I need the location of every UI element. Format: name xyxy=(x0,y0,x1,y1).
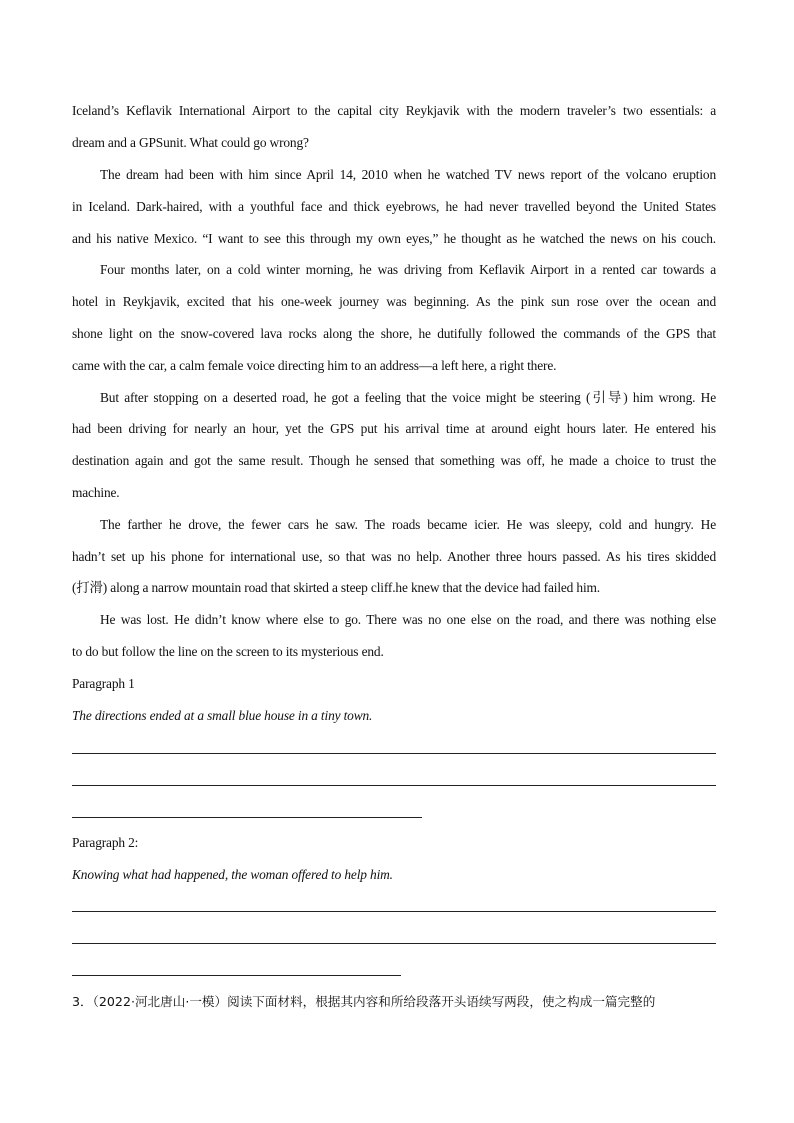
story-line: came with the car, a calm female voice directing him to an address—a left here, a right there. xyxy=(72,358,557,373)
story-line: and his native Mexico. “I want to see this through my own eyes,” he thought as he watched the news on his couch. xyxy=(72,231,716,246)
paragraph-1-opener: The directions ended at a small blue house in a tiny town. xyxy=(72,708,373,723)
answer-line[interactable] xyxy=(72,975,401,976)
answer-line[interactable] xyxy=(72,817,422,818)
story-line: machine. xyxy=(72,485,120,500)
answer-line[interactable] xyxy=(72,911,716,912)
story-line: hadn’t set up his phone for international use, so that was no help. Another three hours passed. As his tires skidded xyxy=(72,549,716,564)
story-line: to do but follow the line on the screen to its mysterious end. xyxy=(72,644,384,659)
story-line: had been driving for nearly an hour, yet the GPS put his arrival time at around eight hours later. He entered his xyxy=(72,421,716,436)
story-line: (打滑) along a narrow mountain road that skirted a steep cliff.he knew that the device had failed him. xyxy=(72,580,601,595)
story-line: dream and a GPSunit. What could go wrong? xyxy=(72,135,309,150)
story-line: The dream had been with him since April 14, 2010 when he watched TV news report of the volcano eruption xyxy=(100,167,716,182)
story-line: shone light on the snow-covered lava rocks along the shore, he dutifully followed the commands of the GPS that xyxy=(72,326,716,341)
answer-line[interactable] xyxy=(72,753,716,754)
paragraph-1-label: Paragraph 1 xyxy=(72,676,135,691)
story-line: He was lost. He didn’t know where else to go. There was no one else on the road, and there was nothing else xyxy=(100,612,716,627)
paragraph-2-label: Paragraph 2: xyxy=(72,835,139,850)
paragraph-2-opener: Knowing what had happened, the woman offered to help him. xyxy=(72,867,393,882)
story-line: The farther he drove, the fewer cars he saw. The roads became icier. He was sleepy, cold and hungry. He xyxy=(100,517,716,532)
story-line: hotel in Reykjavik, excited that his one-week journey was beginning. As the pink sun rose over the ocean and xyxy=(72,294,716,309)
story-line: But after stopping on a deserted road, he got a feeling that the voice might be steering (引导) him wrong. He xyxy=(100,390,716,405)
answer-line[interactable] xyxy=(72,785,716,786)
answer-line[interactable] xyxy=(72,943,716,944)
story-line: Four months later, on a cold winter morning, he was driving from Keflavik Airport in a rented car towards a xyxy=(100,262,716,277)
next-question-prompt: 3．（2022·河北唐山·一模）阅读下面材料，根据其内容和所给段落开头语续写两段，使之构成一篇完整的 xyxy=(72,994,656,1009)
story-line: in Iceland. Dark-haired, with a youthful face and thick eyebrows, he had never travelled beyond the United States xyxy=(72,199,716,214)
story-line: destination again and got the same result. Though he sensed that something was off, he made a choice to trust the xyxy=(72,453,716,468)
story-line: Iceland’s Keflavik International Airport to the capital city Reykjavik with the modern traveler’s two essentials: a xyxy=(72,103,716,118)
